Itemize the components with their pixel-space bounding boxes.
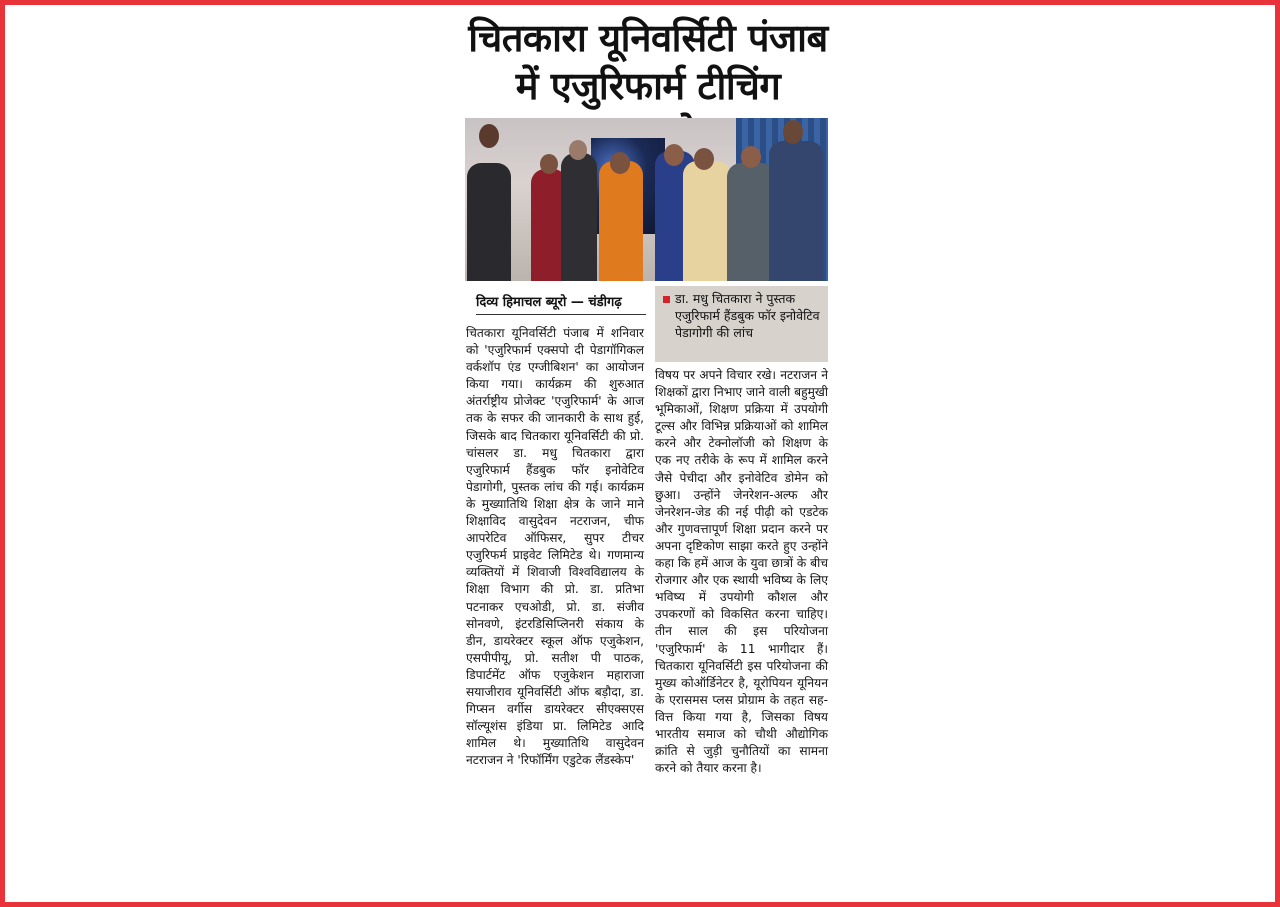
- headline-line-1: चितकारा यूनिवर्सिटी पंजाब: [468, 16, 828, 60]
- byline: दिव्य हिमाचल ब्यूरो — चंडीगढ़: [476, 295, 622, 310]
- event-photo: [465, 118, 828, 281]
- article-column-2: विषय पर अपने विचार रखे। नटराजन ने शिक्षकों द्वारा निभाए जाने वाली बहुमुखी भूमिकाओं, शिक्षण प्रक्रिया में उपयोगी टूल्स और विभिन्न प्रक्रियाओं को शामिल करने और टेक्नोलॉजी को शिक्षण के एक नए तरीके के रूप में शामिल करने जैसे पेचीदा और इनोवेटिव डोमेन को छुआ। उन्होंने जेनरेशन-अल्फ और जेनरेशन-जेड की नई पीढ़ी को एडटेक और गुणवत्तापूर्ण शिक्षा प्रदान करने पर अपना दृष्टिकोण साझा करते हुए उन्होंने कहा कि हमें आज के युवा छात्रों के बीच रोजगार और एक स्थायी भविष्य के लिए भविष्य में उपयोगी कौशल और उपकरणों को विकसित करना चाहिए। तीन साल की इस परियोजना 'एजुरिफार्म' के 11 भागीदार हैं। चितकारा यूनिवर्सिटी इस परियोजना की मुख्य कोऑर्डिनेटर है, यूरोपियन यूनियन के एरासमस प्लस प्रोग्राम के तहत सह-वित्त किया गया है, जिसका विषय भारतीय समाज को चौथी औद्योगिक क्रांति से जुड़ी चुनौतियों का सामना करने को तैयार करना है।: [655, 368, 828, 776]
- article-column-1: चितकारा यूनिवर्सिटी पंजाब में शनिवार को 'एजुरिफार्म एक्सपो दी पेडागॉगिकल वर्कशॉप एंड एग्जीबिशन' का आयोजन किया गया। कार्यक्रम की शुरुआत अंतर्राष्ट्रीय प्रोजेक्ट 'एजुरिफार्म' के आज तक के सफर की जानकारी के साथ हुई, जिसके बाद चितकारा यूनिवर्सिटी की प्रो. चांसलर डा. मधु चितकारा द्वारा एजुरिफार्म हैंडबुक फॉर इनोवेटिव पेडागोगी, पुस्तक लांच की गई। कार्यक्रम के मुख्यातिथि शिक्षा क्षेत्र के जाने माने शिक्षाविद वासुदेवन नटराजन, चीफ आपरेटिव ऑफिसर, सुपर टीचर एजुरिफर्म प्राइवेट लिमिटेड थे। गणमान्य व्यक्तियों में शिवाजी विश्वविद्यालय के शिक्षा विभाग की प्रो. डा. प्रतिभा पटनाकर एचओडी, प्रो. डा. संजीव सोनवणे, इंटरडिसिप्लिनरी संकाय के डीन, डायरेक्टर स्कूल ऑफ एजुकेशन, एसपीपीयू, प्रो. सतीश पी पाठक, डिपार्टमेंट ऑफ एजुकेशन महाराजा सयाजीराव यूनिवर्सिटी ऑफ बड़ौदा, डा. गिप्सन वर्गीस डायरेक्टर सीएक्सएस सॉल्यूशंस इंडिया प्रा. लिमिटेड आदि शामिल थे। मुख्यातिथि वासुदेवन नटराजन ने 'रिफॉर्मिंग एडुटेक लैंडस्केप': [466, 326, 644, 768]
- photo-caption: डा. मधु चितकारा ने पुस्तक एजुरिफार्म हैंडबुक फॉर इनोवेटिव पेडागोगी की लांच: [675, 291, 820, 340]
- bullet-square-icon: [663, 296, 670, 303]
- photo-caption-box: [655, 286, 828, 362]
- headline-line-2: में एजुरिफार्म टीचिंग: [515, 64, 781, 108]
- news-clipping: [462, 10, 834, 900]
- byline-box: [476, 286, 646, 315]
